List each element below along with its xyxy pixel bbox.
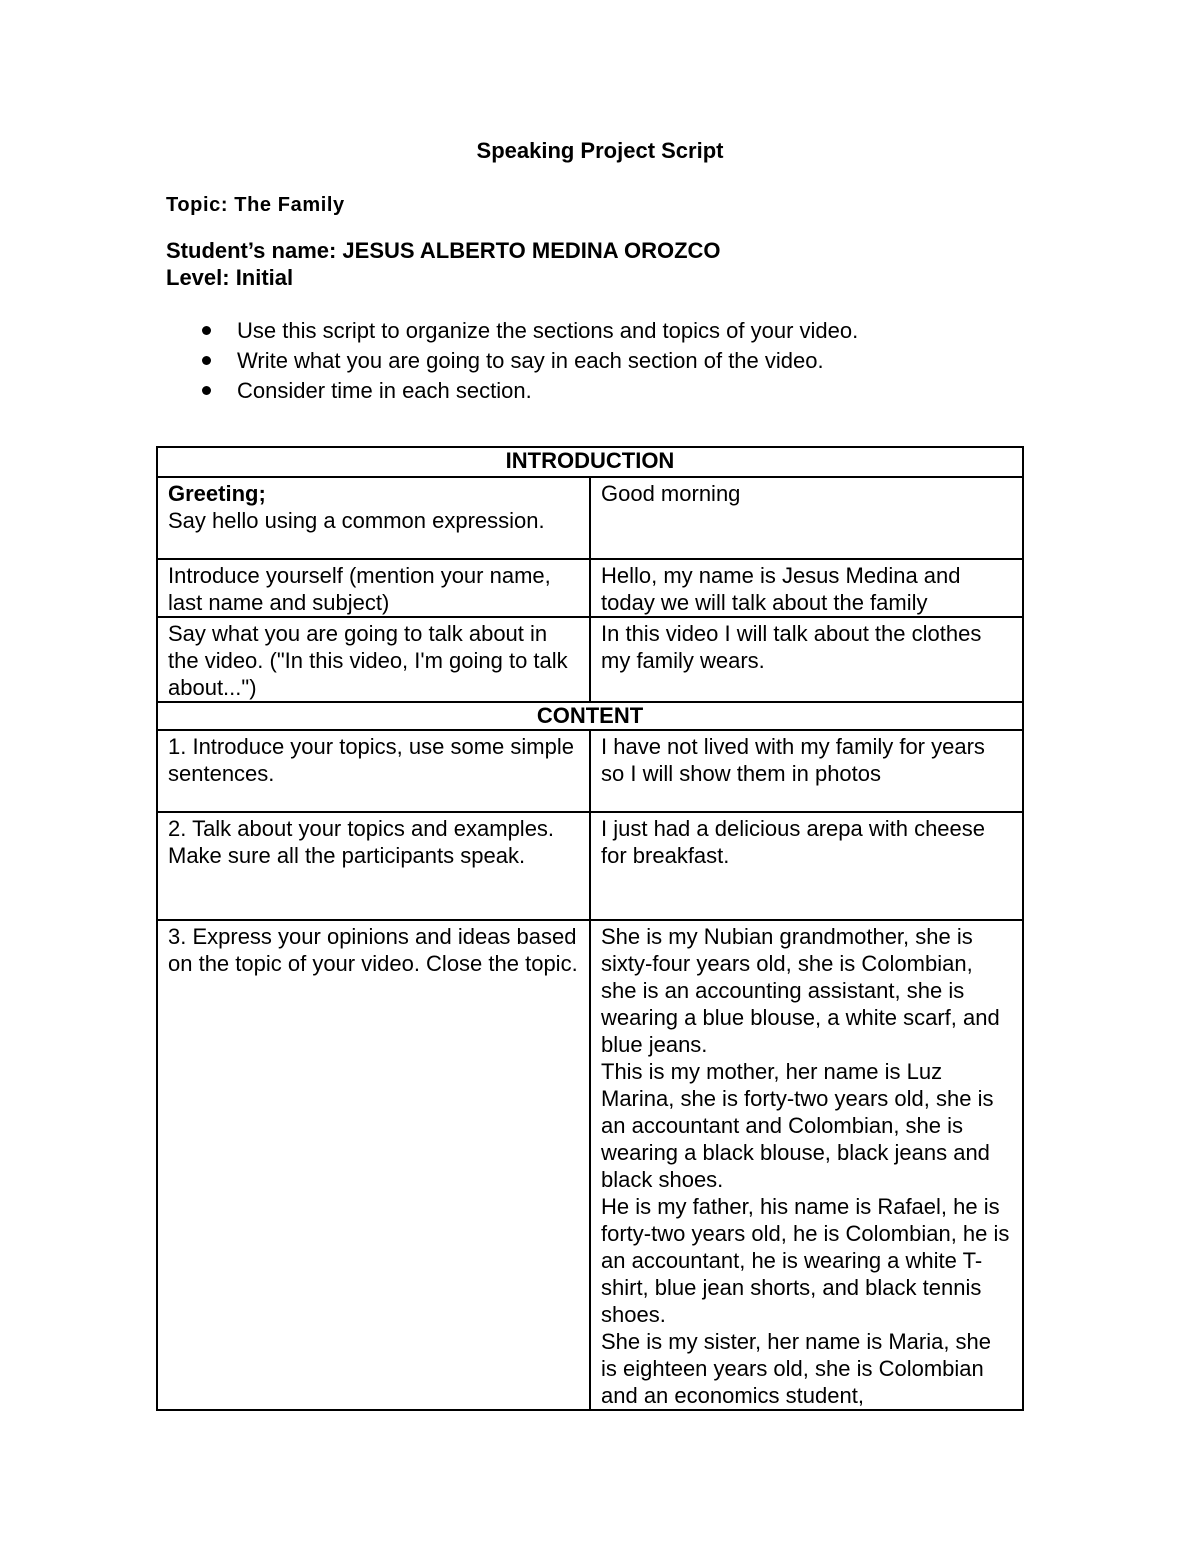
family-paragraph: She is my sister, her name is Maria, she is eighteen years old, she is Colombian and an economics student,: [601, 1329, 992, 1408]
topic-line: Topic: The Family: [166, 194, 345, 216]
greeting-prompt-cell: [157, 477, 590, 559]
table-row: [157, 920, 1023, 1410]
instruction-item: [166, 376, 858, 406]
table-row: [157, 477, 1023, 559]
introduction-header: INTRODUCTION: [157, 447, 1023, 477]
document-title: Speaking Project Script: [476, 138, 724, 163]
student-name: Student’s name: JESUS ALBERTO MEDINA OROZCO: [166, 238, 721, 263]
content-answer-cell: I just had a delicious arepa with cheese for breakfast.: [590, 812, 1023, 920]
content-answer-cell: [590, 920, 1023, 1410]
bullet-icon: [202, 356, 211, 365]
say-what-prompt-cell: Say what you are going to talk about in the video. ("In this video, I'm going to talk about..."): [157, 617, 590, 702]
greeting-answer-cell: Good morning: [590, 477, 1023, 559]
table-row: [157, 702, 1023, 730]
instruction-text: Use this script to organize the sections and topics of your video.: [237, 318, 859, 343]
script-table: [156, 446, 1024, 1411]
instruction-list: [166, 316, 858, 406]
content-header: CONTENT: [157, 702, 1023, 730]
table-row: [157, 730, 1023, 812]
instruction-text: Write what you are going to say in each section of the video.: [237, 348, 824, 373]
content-prompt-cell: 3. Express your opinions and ideas based on the topic of your video. Close the topic.: [157, 920, 590, 1410]
family-paragraph: He is my father, his name is Rafael, he is forty-two years old, he is Colombian, he is an accountant, he is wearing a white T-shirt, blue jean shorts, and black tennis shoes.: [601, 1194, 1010, 1327]
table-row: [157, 617, 1023, 702]
introduce-prompt-cell: Introduce yourself (mention your name, last name and subject): [157, 559, 590, 617]
table-row: [157, 559, 1023, 617]
instruction-item: [166, 346, 858, 376]
family-paragraph: She is my Nubian grandmother, she is sixty-four years old, she is Colombian, she is an accounting assistant, she is wearing a blue blouse, a white scarf, and blue jeans.: [601, 924, 1000, 1057]
instruction-text: Consider time in each section.: [237, 378, 532, 403]
table-row: [157, 812, 1023, 920]
family-paragraph: This is my mother, her name is Luz Marina, she is forty-two years old, she is an accountant and Colombian, she is wearing a black blouse, black jeans and black shoes.: [601, 1059, 994, 1192]
level-line: Level: Initial: [166, 265, 294, 290]
introduce-answer-cell: Hello, my name is Jesus Medina and today we will talk about the family: [590, 559, 1023, 617]
table-row: [157, 447, 1023, 477]
instruction-item: [166, 316, 858, 346]
content-prompt-cell: 2. Talk about your topics and examples. Make sure all the participants speak.: [157, 812, 590, 920]
content-prompt-cell: 1. Introduce your topics, use some simple sentences.: [157, 730, 590, 812]
greeting-prompt: Say hello using a common expression.: [168, 508, 545, 533]
say-what-answer-cell: In this video I will talk about the clothes my family wears.: [590, 617, 1023, 702]
bullet-icon: [202, 326, 211, 335]
content-answer-cell: I have not lived with my family for years so I will show them in photos: [590, 730, 1023, 812]
bullet-icon: [202, 386, 211, 395]
greeting-label: Greeting;: [168, 481, 266, 506]
